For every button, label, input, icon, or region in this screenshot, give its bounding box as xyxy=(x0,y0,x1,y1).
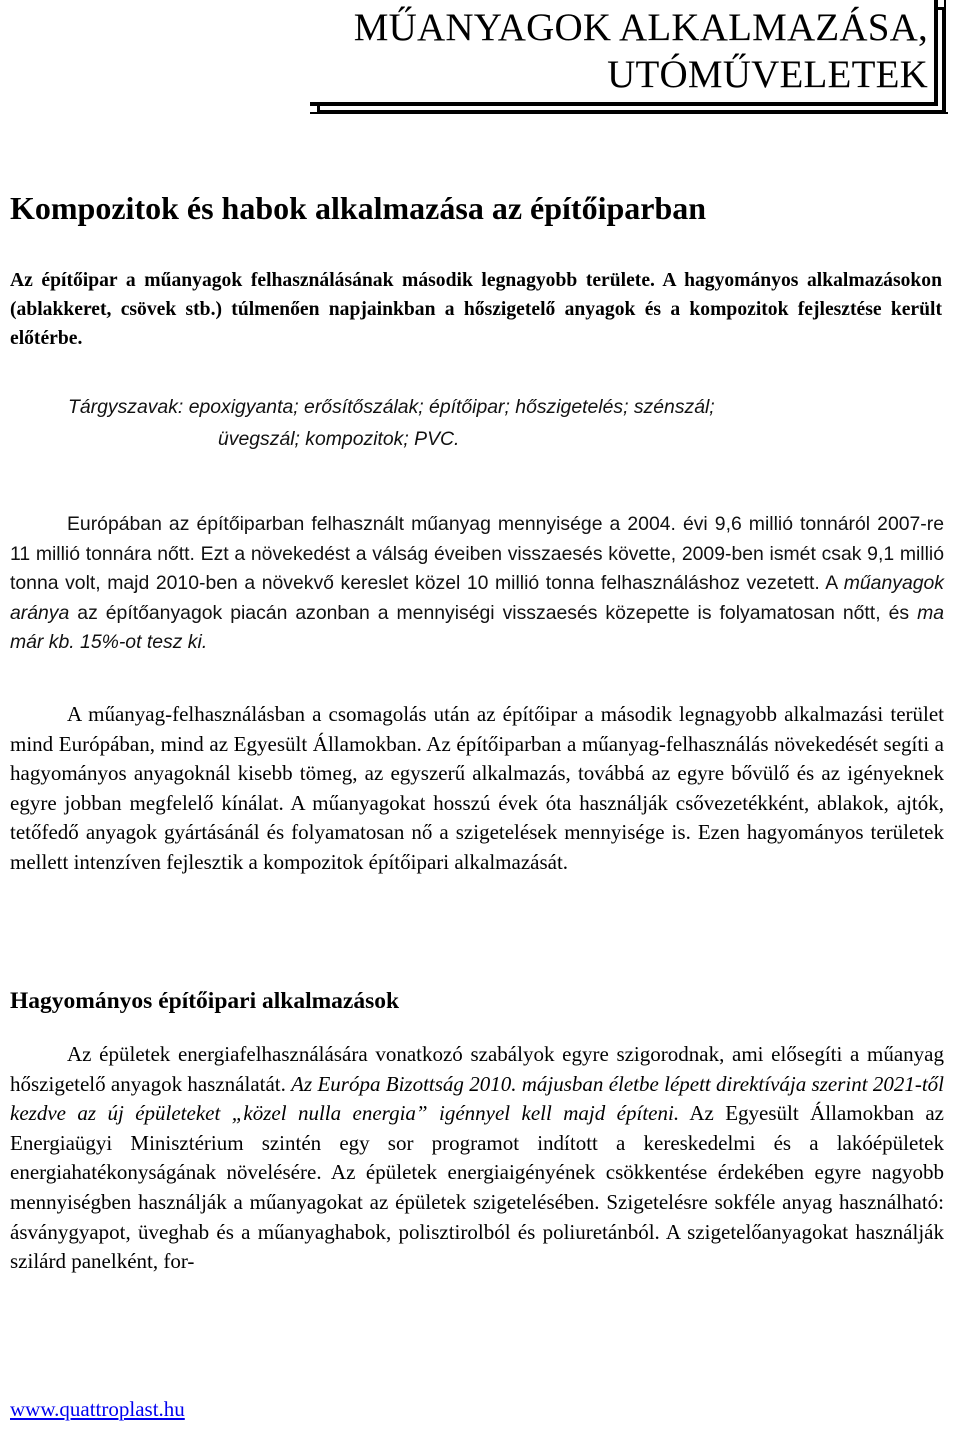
header-title-line1: MŰANYAGOK ALKALMAZÁSA, xyxy=(353,6,928,49)
para3-italic: Az Európa Bizottság 2010. májusban életbe lépett direktívája szerint 2021-től kezdve az új épületeket „közel nulla energia” igénnyel kell majd építeni. xyxy=(10,1071,944,1126)
header-title-line2: UTÓMŰVELETEK xyxy=(607,53,928,96)
para3-text-2: Az Egyesült Államokban az Energiaügyi Minisztérium szintén egy sor programot indított a kereskedelmi és a lakóépületek energiahatékonyságának növelésére. Az épületek energiaigényének csökkentése érdekében egyre nagyobb mennyiségben használják a műanyagokat az épületek szigetelésében. Szigetelésre sokféle anyag használható: ásványgyapot, üveghab és a műanyaghabok, polisztirolból és poliuretánból. A szigetelőanyagokat használják szilárd panelként, for- xyxy=(10,1101,944,1274)
body-paragraph-2: A műanyag-felhasználásban a csomagolás után az építőipar a második legnagyobb alkalmazási terület mind Európában, mind az Egyesült Államokban. Az építőiparban a műanyag-felhasználás növekedését segíti a hagyományos anyagoknál kisebb tömeg, az egyszerű alkalmazás, továbbá az egyre bővülő és az igényeknek egyre jobban megfelelő kínálat. A műanyagokat hosszú évek óta használják csővezetékként, ablakok, ajtók, tetőfedő anyagok gyártásánál és folyamatosan nő a szigetelések mennyisége is. Ezen hagyományos területek mellett intenzíven fejlesztik a kompozitok építőipari alkalmazását. xyxy=(10,702,944,874)
intro-italic-1: műanyagok aránya xyxy=(10,572,944,624)
header-title xyxy=(354,4,928,98)
para3-text-1: Az épületek energiafelhasználására vonatkozó szabályok egyre szigorodnak, ami elősegíti a műanyag hőszigetelő anyagok használatát. xyxy=(10,1042,944,1096)
intro-paragraph xyxy=(10,510,944,658)
intro-text-1: Európában az építőiparban felhasznált műanyag mennyisége a 2004. évi 9,6 millió tonnáról 2007-re 11 millió tonnára nőtt. Ezt a növekedést a válság éveiben visszaesés követte, 2009-ben ismét csak 9,1 millió tonna volt, majd 2010-ben a növekvő kereslet közel 10 millió tonna felhasználáshoz vezetett. A xyxy=(10,513,944,594)
section-heading: Hagyományos építőipari alkalmazások xyxy=(10,988,400,1014)
intro-italic-2: ma már kb. 15%-ot tesz ki. xyxy=(10,601,944,653)
intro-text-2: az építőanyagok piacán azonban a mennyiségi visszaesés közepette is folyamatosan nőtt, és xyxy=(69,601,918,624)
keywords-line1: Tárgyszavak: epoxigyanta; erősítőszálak; építőipar; hőszigetelés; szénszál; xyxy=(68,396,715,418)
keywords xyxy=(68,391,918,455)
body-paragraph-3 xyxy=(10,1040,944,1277)
article-title: Kompozitok és habok alkalmazása az építőiparban xyxy=(10,190,707,226)
lead-paragraph: Az építőipar a műanyagok felhasználásának második legnagyobb területe. A hagyományos alkalmazásokon (ablakkeret, csövek stb.) túlmenően napjainkban a hőszigetelő anyagok és a kompozitok fejlesztése került előtérbe. xyxy=(10,270,942,349)
keywords-line2: üvegszál; kompozitok; PVC. xyxy=(218,428,460,450)
header-box xyxy=(310,0,938,106)
website-link[interactable]: www.quattroplast.hu xyxy=(10,1397,185,1421)
